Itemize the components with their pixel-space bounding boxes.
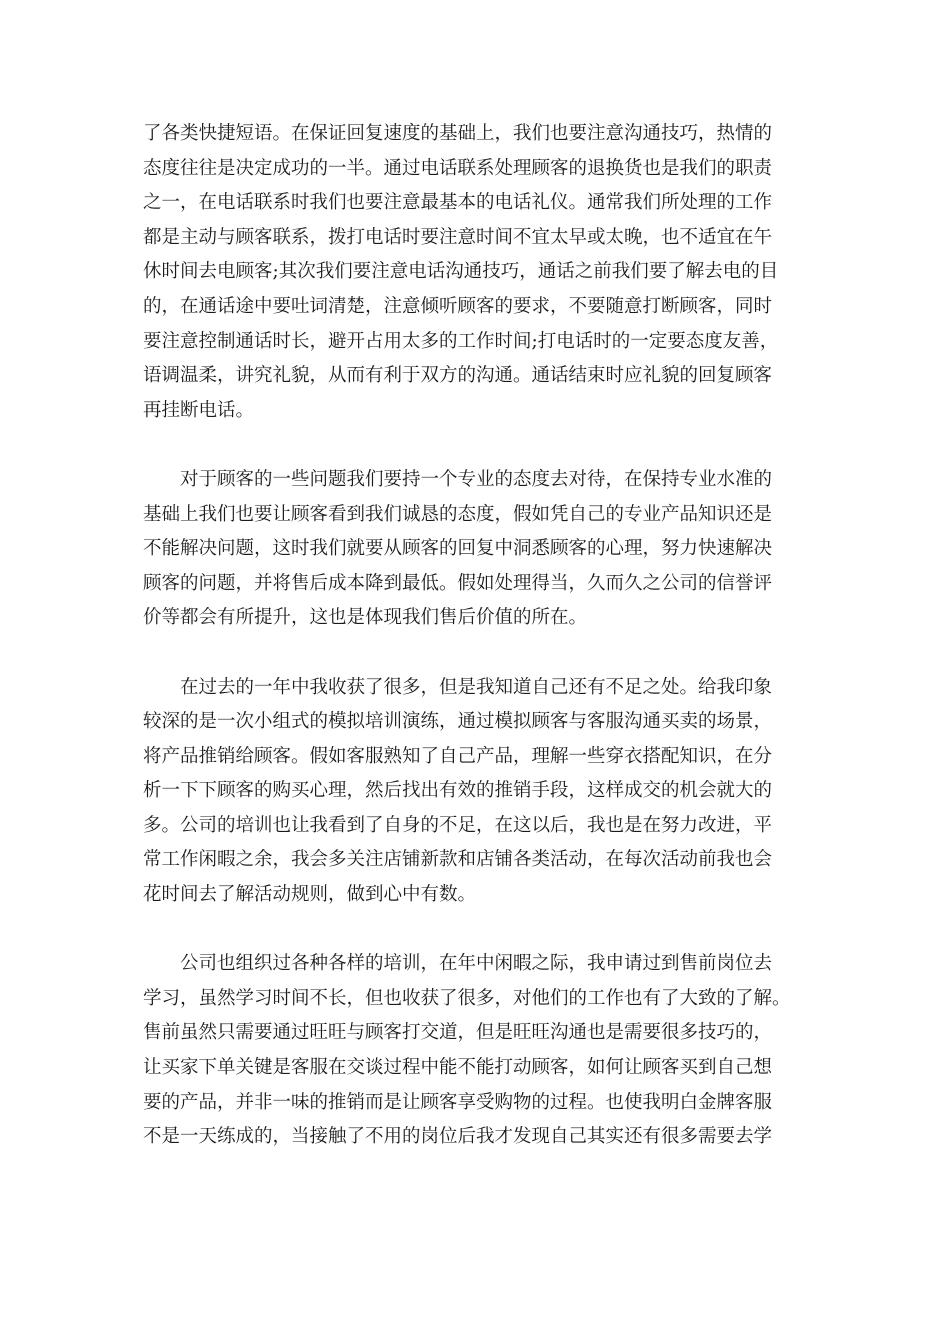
paragraph-3 [143, 671, 813, 913]
text-line: 不是一天练成的，当接触了不用的岗位后我才发现自己其实还有很多需要去学 [143, 1126, 773, 1148]
text-line: 要注意控制通话时长，避开占用太多的工作时间;打电话时的一定要态度友善， [143, 330, 779, 352]
paragraph-spacer [143, 913, 813, 948]
text-line: 再挂断电话。 [143, 399, 255, 421]
text-line: 让买家下单关键是客服在交谈过程中能不能打动顾客，如何让顾客买到自己想 [143, 1057, 773, 1079]
text-line: 将产品推销给顾客。假如客服熟知了自己产品，理解一些穿衣搭配知识，在分 [143, 745, 773, 767]
text-line: 售前虽然只需要通过旺旺与顾客打交道，但是旺旺沟通也是需要很多技巧的， [143, 1022, 773, 1044]
text-line: 较深的是一次小组式的模拟培训演练，通过模拟顾客与客服沟通买卖的场景， [143, 711, 773, 733]
text-line: 析一下下顾客的购买心理，然后找出有效的推销手段，这样成交的机会就大的 [143, 780, 773, 802]
paragraph-2 [143, 463, 813, 636]
text-line: 常工作闲暇之余，我会多关注店铺新款和店铺各类活动，在每次活动前我也会 [143, 849, 773, 871]
text-line: 多。公司的培训也让我看到了自身的不足，在这以后，我也是在努力改进，平 [143, 814, 773, 836]
paragraph-spacer [143, 636, 813, 671]
paragraph-spacer [143, 428, 813, 463]
text-line: 对于顾客的一些问题我们要持一个专业的态度去对待，在保持专业水准的 [143, 468, 773, 490]
text-line: 顾客的问题，并将售后成本降到最低。假如处理得当，久而久之公司的信誉评 [143, 572, 773, 594]
paragraph-4 [143, 947, 813, 1155]
text-line: 的，在通话途中要吐词清楚，注意倾听顾客的要求，不要随意打断顾客，同时 [143, 295, 773, 317]
text-line: 都是主动与顾客联系，拨打电话时要注意时间不宜太早或太晚，也不适宜在午 [143, 226, 773, 248]
document-body [143, 117, 813, 1155]
text-line: 了各类快捷短语。在保证回复速度的基础上，我们也要注意沟通技巧，热情的 [143, 123, 773, 144]
text-line: 语调温柔，讲究礼貌，从而有利于双方的沟通。通话结束时应礼貌的回复顾客 [143, 365, 773, 387]
text-line: 之一，在电话联系时我们也要注意最基本的电话礼仪。通常我们所处理的工作 [143, 192, 773, 214]
text-line: 学习，虽然学习时间不长，但也收获了很多，对他们的工作也有了大致的了解。 [143, 987, 791, 1009]
text-line: 基础上我们也要让顾客看到我们诚恳的态度，假如凭自己的专业产品知识还是 [143, 503, 773, 525]
text-line: 休时间去电顾客;其次我们要注意电话沟通技巧，通话之前我们要了解去电的目 [143, 261, 779, 283]
paragraph-1 [143, 117, 813, 428]
text-line: 态度往往是决定成功的一半。通过电话联系处理顾客的退换货也是我们的职责 [143, 157, 773, 179]
text-line: 公司也组织过各种各样的培训，在年中闲暇之际，我申请过到售前岗位去 [143, 953, 773, 975]
text-line: 不能解决问题，这时我们就要从顾客的回复中洞悉顾客的心理，努力快速解决 [143, 538, 773, 560]
text-line: 在过去的一年中我收获了很多，但是我知道自己还有不足之处。给我印象 [143, 676, 773, 698]
text-line: 要的产品，并非一味的推销而是让顾客享受购物的过程。也使我明白金牌客服 [143, 1091, 773, 1113]
text-line: 价等都会有所提升，这也是体现我们售后价值的所在。 [143, 607, 588, 629]
text-line: 花时间去了解活动规则，做到心中有数。 [143, 884, 477, 906]
